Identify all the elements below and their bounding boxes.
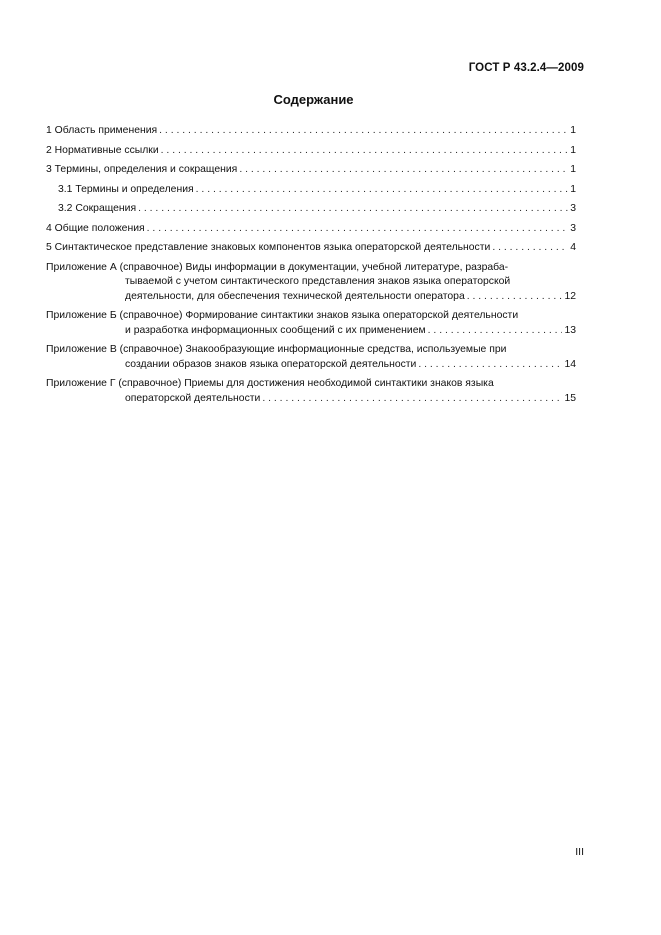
toc-item-1[interactable] [46, 124, 576, 139]
toc-item-page: 1 [570, 144, 576, 156]
toc-title: Содержание [273, 92, 354, 107]
toc-item-text: 2 Нормативные ссылки [46, 144, 159, 156]
toc-item-text: 3.1 Термины и определения [58, 183, 194, 195]
dot-leader [161, 144, 569, 159]
toc-item-5[interactable] [46, 241, 576, 256]
toc-item-page: 1 [570, 183, 576, 195]
toc-item-text: 3.2 Сокращения [58, 203, 137, 214]
toc-item-page: 13 [564, 324, 576, 336]
toc-item-4[interactable] [46, 222, 576, 237]
toc-item-text: 3 Термины, определения и сокращения [46, 164, 238, 175]
toc-appendix-line: Приложение Г (справочное) Приемы для достижения необходимой синтактики знаков языка [46, 378, 494, 389]
toc-appendix-line: Приложение А (справочное) Виды информации в документации, учебной литературе, разраба- [46, 261, 509, 273]
dot-leader [147, 222, 569, 237]
toc-item-3-1[interactable] [46, 183, 576, 198]
toc-item-page: 4 [570, 242, 576, 253]
dot-leader [467, 290, 563, 305]
toc-item-page: 15 [564, 392, 576, 404]
toc-appendix-line: операторской деятельности [125, 392, 261, 404]
dot-leader [196, 183, 569, 198]
toc-appendix-line: Приложение В (справочное) Знакообразующие информационные средства, используемые при [46, 344, 507, 355]
toc-item-3-2[interactable] [46, 202, 576, 217]
toc-appendix-g[interactable] [46, 377, 576, 406]
dot-leader [418, 358, 562, 373]
toc-item-text: 4 Общие положения [46, 222, 145, 234]
page-number: III [575, 846, 584, 858]
toc-item-page: 3 [570, 222, 576, 234]
dot-leader [262, 392, 562, 407]
dot-leader [159, 124, 568, 139]
dot-leader [428, 324, 563, 339]
toc-appendix-line: Приложение Б (справочное) Формирование синтактики знаков языка операторской деятельности [46, 310, 519, 321]
toc-item-2[interactable] [46, 144, 576, 159]
dot-leader [138, 202, 568, 217]
toc-item-text: 1 Область применения [46, 125, 158, 136]
table-of-contents [46, 124, 576, 411]
dot-leader [239, 163, 568, 178]
toc-appendix-line: деятельности, для обеспечения технической деятельности оператора [125, 290, 465, 302]
toc-appendix-line: создании образов знаков языка операторской деятельности [125, 358, 417, 370]
toc-item-page: 1 [570, 164, 576, 175]
toc-item-page: 12 [564, 290, 576, 302]
toc-item-page: 3 [570, 203, 576, 214]
toc-item-3[interactable] [46, 163, 576, 178]
toc-appendix-line: тываемой с учетом синтактического представления знаков языка операторской [125, 276, 511, 287]
toc-appendix-a[interactable] [46, 261, 576, 305]
dot-leader [492, 241, 568, 256]
toc-appendix-line: и разработка информационных сообщений с их применением [125, 324, 426, 336]
toc-item-text: 5 Синтактическое представление знаковых компонентов языка операторской деятельности [46, 242, 491, 253]
toc-item-page: 1 [570, 125, 576, 136]
toc-appendix-v[interactable] [46, 343, 576, 372]
toc-item-page: 14 [564, 358, 576, 370]
toc-appendix-b[interactable] [46, 309, 576, 338]
document-code: ГОСТ Р 43.2.4—2009 [468, 62, 584, 74]
